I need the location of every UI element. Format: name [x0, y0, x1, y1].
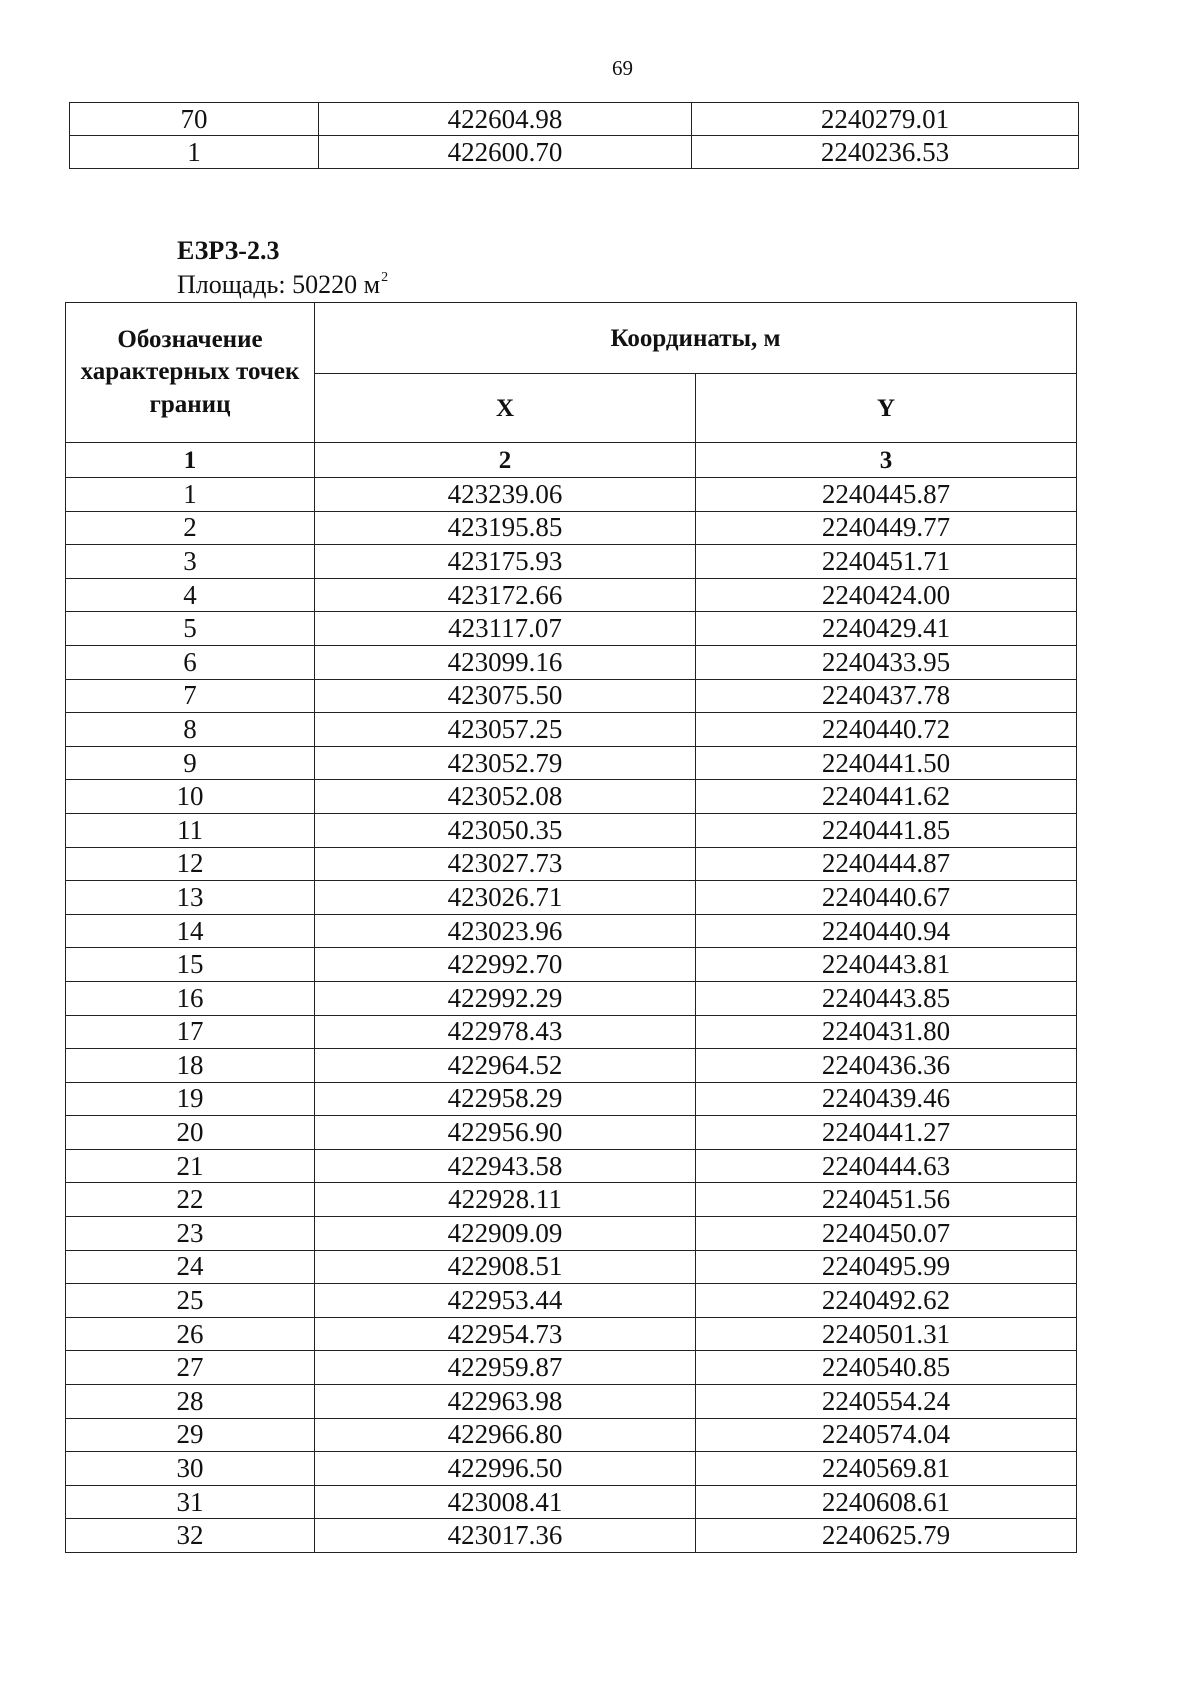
y-cell: 2240443.85	[696, 981, 1077, 1015]
coordinates-table-head	[66, 303, 1077, 478]
x-cell: 422996.50	[315, 1452, 696, 1486]
table-row	[66, 645, 1077, 679]
table-row	[66, 1519, 1077, 1553]
table-row	[66, 1015, 1077, 1049]
x-cell: 423027.73	[315, 847, 696, 881]
x-cell: 422992.29	[315, 981, 696, 1015]
point-cell: 25	[66, 1284, 315, 1318]
point-cell: 2	[66, 511, 315, 545]
table-row	[66, 847, 1077, 881]
point-cell: 27	[66, 1351, 315, 1385]
header-coordinates: Координаты, м	[315, 303, 1077, 374]
area-label: Площадь: 50220 м	[177, 270, 381, 299]
point-cell: 29	[66, 1418, 315, 1452]
x-cell: 423050.35	[315, 813, 696, 847]
point-cell: 5	[66, 612, 315, 646]
x-cell: 422943.58	[315, 1149, 696, 1183]
x-cell: 422908.51	[315, 1250, 696, 1284]
y-cell: 2240440.67	[696, 881, 1077, 915]
header-x: X	[315, 374, 696, 443]
table-row	[66, 1250, 1077, 1284]
x-cell: 422966.80	[315, 1418, 696, 1452]
point-cell: 23	[66, 1217, 315, 1251]
y-cell: 2240431.80	[696, 1015, 1077, 1049]
point-cell: 31	[66, 1485, 315, 1519]
point-cell: 20	[66, 1116, 315, 1150]
point-cell: 6	[66, 645, 315, 679]
section-title: ЕЗРЗ-2.3	[177, 236, 280, 265]
table-row	[66, 511, 1077, 545]
x-cell: 422928.11	[315, 1183, 696, 1217]
point-cell: 21	[66, 1149, 315, 1183]
point-cell: 26	[66, 1317, 315, 1351]
table-row	[66, 981, 1077, 1015]
point-cell: 18	[66, 1049, 315, 1083]
table-row	[66, 679, 1077, 713]
table-row	[66, 1082, 1077, 1116]
column-number: 3	[696, 443, 1077, 478]
column-number: 1	[66, 443, 315, 478]
y-cell: 2240279.01	[692, 103, 1079, 136]
point-cell: 8	[66, 713, 315, 747]
y-cell: 2240429.41	[696, 612, 1077, 646]
point-cell: 32	[66, 1519, 315, 1553]
y-cell: 2240440.94	[696, 914, 1077, 948]
x-cell: 423075.50	[315, 679, 696, 713]
y-cell: 2240441.27	[696, 1116, 1077, 1150]
table-row	[66, 545, 1077, 579]
y-cell: 2240424.00	[696, 578, 1077, 612]
x-cell: 423017.36	[315, 1519, 696, 1553]
point-cell: 1	[66, 478, 315, 512]
x-cell: 423175.93	[315, 545, 696, 579]
point-cell: 13	[66, 881, 315, 915]
point-cell: 19	[66, 1082, 315, 1116]
y-cell: 2240449.77	[696, 511, 1077, 545]
x-cell: 422958.29	[315, 1082, 696, 1116]
y-cell: 2240437.78	[696, 679, 1077, 713]
x-cell: 423026.71	[315, 881, 696, 915]
x-cell: 423057.25	[315, 713, 696, 747]
y-cell: 2240444.63	[696, 1149, 1077, 1183]
y-cell: 2240443.81	[696, 948, 1077, 982]
header-y: Y	[696, 374, 1077, 443]
x-cell: 423117.07	[315, 612, 696, 646]
point-cell: 4	[66, 578, 315, 612]
x-cell: 422604.98	[319, 103, 692, 136]
table-row	[70, 136, 1079, 169]
x-cell: 423099.16	[315, 645, 696, 679]
point-cell: 14	[66, 914, 315, 948]
page-number: 69	[612, 56, 633, 80]
point-cell: 70	[70, 103, 319, 136]
point-cell: 12	[66, 847, 315, 881]
table-row	[66, 1317, 1077, 1351]
x-cell: 422953.44	[315, 1284, 696, 1318]
y-cell: 2240441.85	[696, 813, 1077, 847]
y-cell: 2240450.07	[696, 1217, 1077, 1251]
y-cell: 2240608.61	[696, 1485, 1077, 1519]
x-cell: 423052.08	[315, 780, 696, 814]
point-cell: 15	[66, 948, 315, 982]
y-cell: 2240492.62	[696, 1284, 1077, 1318]
point-cell: 22	[66, 1183, 315, 1217]
area-line	[177, 270, 388, 300]
table-row	[66, 1452, 1077, 1486]
table-row	[66, 746, 1077, 780]
x-cell: 423008.41	[315, 1485, 696, 1519]
point-cell: 3	[66, 545, 315, 579]
x-cell: 422600.70	[319, 136, 692, 169]
y-cell: 2240540.85	[696, 1351, 1077, 1385]
x-cell: 422909.09	[315, 1217, 696, 1251]
table-row	[66, 1284, 1077, 1318]
y-cell: 2240501.31	[696, 1317, 1077, 1351]
table-row	[66, 478, 1077, 512]
table-row	[66, 1418, 1077, 1452]
y-cell: 2240554.24	[696, 1385, 1077, 1419]
y-cell: 2240569.81	[696, 1452, 1077, 1486]
y-cell: 2240441.50	[696, 746, 1077, 780]
x-cell: 423195.85	[315, 511, 696, 545]
y-cell: 2240451.71	[696, 545, 1077, 579]
y-cell: 2240439.46	[696, 1082, 1077, 1116]
x-cell: 423052.79	[315, 746, 696, 780]
header-point-designation: Обозначение характерных точек границ	[66, 303, 315, 443]
point-cell: 28	[66, 1385, 315, 1419]
y-cell: 2240433.95	[696, 645, 1077, 679]
x-cell: 423023.96	[315, 914, 696, 948]
point-cell: 24	[66, 1250, 315, 1284]
table-row	[66, 1485, 1077, 1519]
continuation-table-body	[70, 103, 1079, 169]
table-row	[66, 1217, 1077, 1251]
table-row	[66, 914, 1077, 948]
header-row-1	[66, 303, 1077, 374]
table-row	[70, 103, 1079, 136]
column-number: 2	[315, 443, 696, 478]
point-cell: 17	[66, 1015, 315, 1049]
y-cell: 2240574.04	[696, 1418, 1077, 1452]
y-cell: 2240436.36	[696, 1049, 1077, 1083]
table-row	[66, 578, 1077, 612]
y-cell: 2240445.87	[696, 478, 1077, 512]
x-cell: 422978.43	[315, 1015, 696, 1049]
table-row	[66, 1385, 1077, 1419]
y-cell: 2240625.79	[696, 1519, 1077, 1553]
point-cell: 7	[66, 679, 315, 713]
table-row	[66, 1049, 1077, 1083]
x-cell: 423172.66	[315, 578, 696, 612]
table-row	[66, 881, 1077, 915]
table-row	[66, 780, 1077, 814]
x-cell: 422992.70	[315, 948, 696, 982]
table-row	[66, 948, 1077, 982]
continuation-table	[69, 102, 1079, 169]
table-row	[66, 1149, 1077, 1183]
point-cell: 9	[66, 746, 315, 780]
table-row	[66, 713, 1077, 747]
point-cell: 11	[66, 813, 315, 847]
y-cell: 2240495.99	[696, 1250, 1077, 1284]
column-number-row	[66, 443, 1077, 478]
x-cell: 423239.06	[315, 478, 696, 512]
x-cell: 422956.90	[315, 1116, 696, 1150]
y-cell: 2240441.62	[696, 780, 1077, 814]
point-cell: 1	[70, 136, 319, 169]
y-cell: 2240440.72	[696, 713, 1077, 747]
table-row	[66, 1183, 1077, 1217]
y-cell: 2240451.56	[696, 1183, 1077, 1217]
table-row	[66, 612, 1077, 646]
coordinates-table	[65, 302, 1077, 1553]
table-row	[66, 1351, 1077, 1385]
x-cell: 422954.73	[315, 1317, 696, 1351]
table-row	[66, 1116, 1077, 1150]
area-superscript: 2	[381, 270, 389, 285]
y-cell: 2240236.53	[692, 136, 1079, 169]
x-cell: 422963.98	[315, 1385, 696, 1419]
y-cell: 2240444.87	[696, 847, 1077, 881]
x-cell: 422959.87	[315, 1351, 696, 1385]
point-cell: 30	[66, 1452, 315, 1486]
coordinates-table-body	[66, 478, 1077, 1553]
point-cell: 10	[66, 780, 315, 814]
x-cell: 422964.52	[315, 1049, 696, 1083]
table-row	[66, 813, 1077, 847]
point-cell: 16	[66, 981, 315, 1015]
